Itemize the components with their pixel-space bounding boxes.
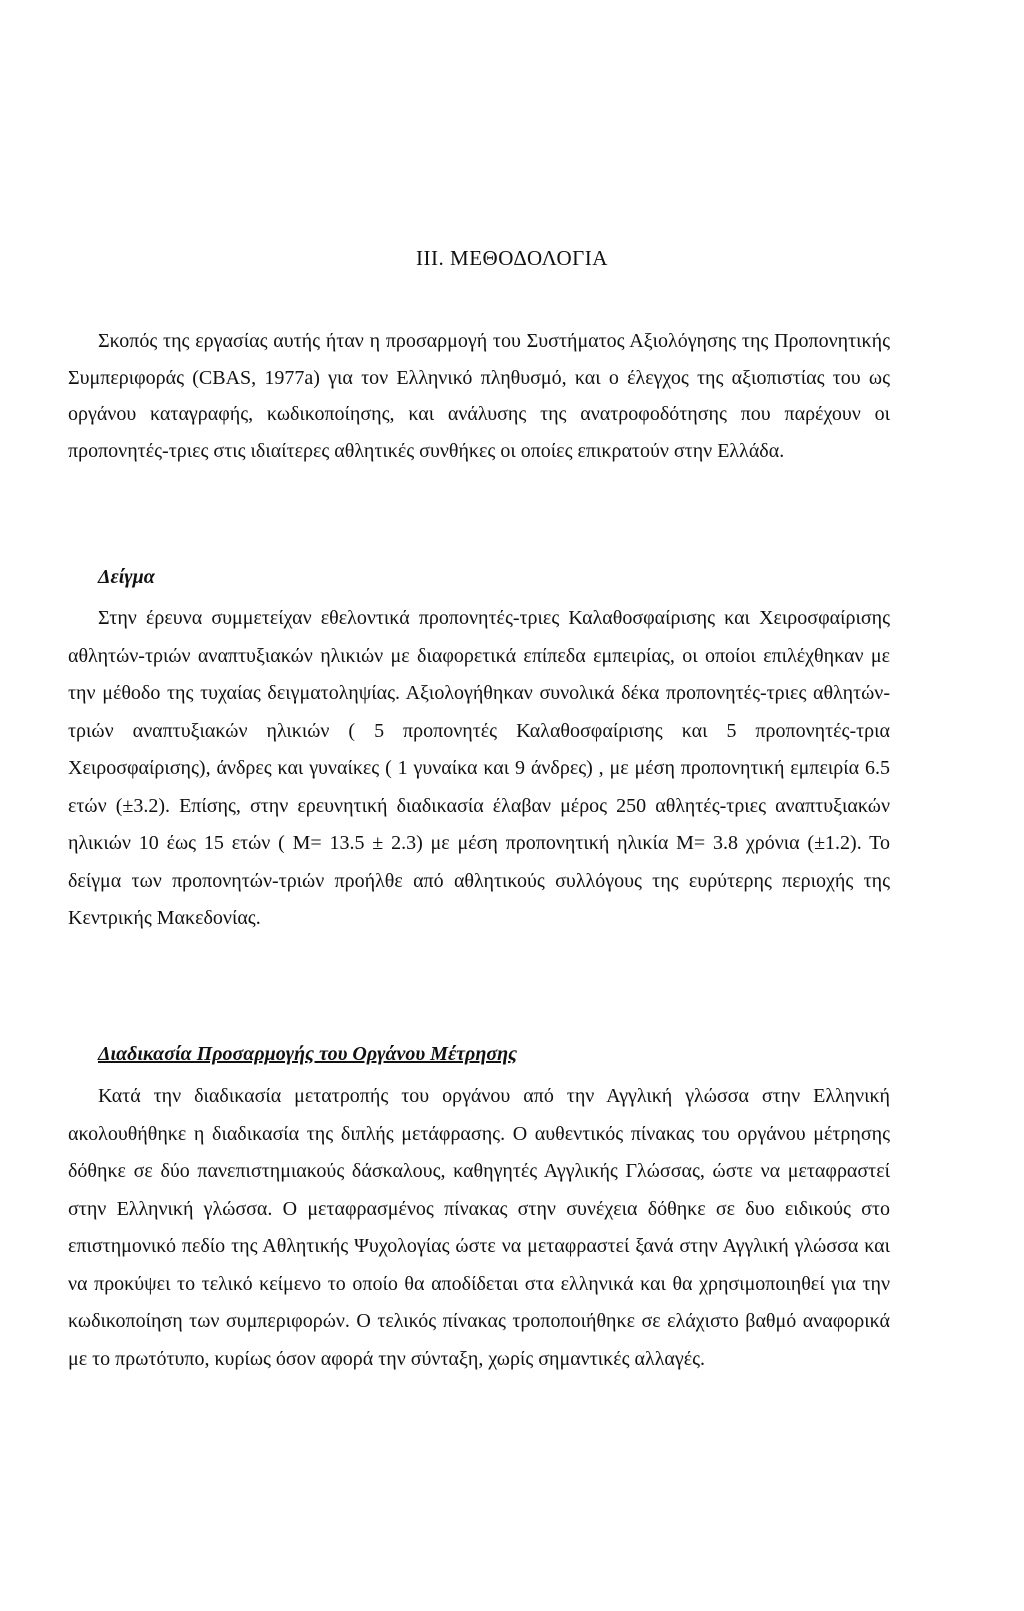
chapter-title: III. ΜΕΘΟΔΟΛΟΓΙΑ: [416, 246, 608, 270]
sample-section-heading: Δείγμα: [98, 566, 155, 588]
intro-paragraph: Σκοπός της εργασίας αυτής ήταν η προσαρμογή του Συστήματος Αξιολόγησης της Προπονητικής Συμπεριφοράς (CBAS, 1977a) για τον Ελληνικό πληθυσμό, και ο έλεγχος της αξιοπιστίας του ως οργάνου καταγραφής, κωδικοποίησης, και ανάλυσης της ανατροφοδότησης που παρέχουν οι προπονητές-τριες στις ιδιαίτερες αθλητικές συνθήκες οι οποίες επικρατούν στην Ελλάδα.: [68, 330, 890, 462]
procedure-section-heading: Διαδικασία Προσαρμογής του Οργάνου Μέτρησης: [98, 1043, 517, 1065]
sample-section-paragraph: Στην έρευνα συμμετείχαν εθελοντικά προπονητές-τριες Καλαθοσφαίρισης και Χειροσφαίρισης αθλητών-τριών αναπτυξιακών ηλικιών με διαφορετικά επίπεδα εμπειρίας, οι οποίοι επιλέχθηκαν με την μέθοδο της τυχαίας δειγματοληψίας. Αξιολογήθηκαν συνολικά δέκα προπονητές-τριες αθλητών-τριών αναπτυξιακών ηλικιών ( 5 προπονητές Καλαθοσφαίρισης και 5 προπονητές-τρια Χειροσφαίρισης), άνδρες και γυναίκες ( 1 γυναίκα και 9 άνδρες) , με μέση προπονητική εμπειρία 6.5 ετών (±3.2). Επίσης, στην ερευνητική διαδικασία έλαβαν μέρος 250 αθλητές-τριες αναπτυξιακών ηλικιών 10 έως 15 ετών ( Μ= 13.5 ± 2.3) με μέση προπονητική ηλικία Μ= 3.8 χρόνια (±1.2). Το δείγμα των προπονητών-τριών προήλθε από αθλητικούς συλλόγους της ευρύτερης περιοχής της Κεντρικής Μακεδονίας.: [68, 607, 890, 929]
procedure-section-paragraph: Κατά την διαδικασία μετατροπής του οργάνου από την Αγγλική γλώσσα στην Ελληνική ακολουθήθηκε η διαδικασία της διπλής μετάφρασης. Ο αυθεντικός πίνακας του οργάνου μέτρησης δόθηκε σε δύο πανεπιστημιακούς δάσκαλους, καθηγητές Αγγλικής Γλώσσας, ώστε να μεταφραστεί στην Ελληνική γλώσσα. Ο μεταφρασμένος πίνακας στην συνέχεια δόθηκε σε δυο ειδικούς στο επιστημονικό πεδίο της Αθλητικής Ψυχολογίας ώστε να μεταφραστεί ξανά στην Αγγλική γλώσσα και να προκύψει το τελικό κείμενο το οποίο θα αποδίδεται στα ελληνικά και θα χρησιμοποιηθεί για την κωδικοποίηση των συμπεριφορών. Ο τελικός πίνακας τροποποιήθηκε σε ελάχιστο βαθμό αναφορικά με το πρωτότυπο, κυρίως όσον αφορά την σύνταξη, χωρίς σημαντικές αλλαγές.: [68, 1085, 890, 1370]
